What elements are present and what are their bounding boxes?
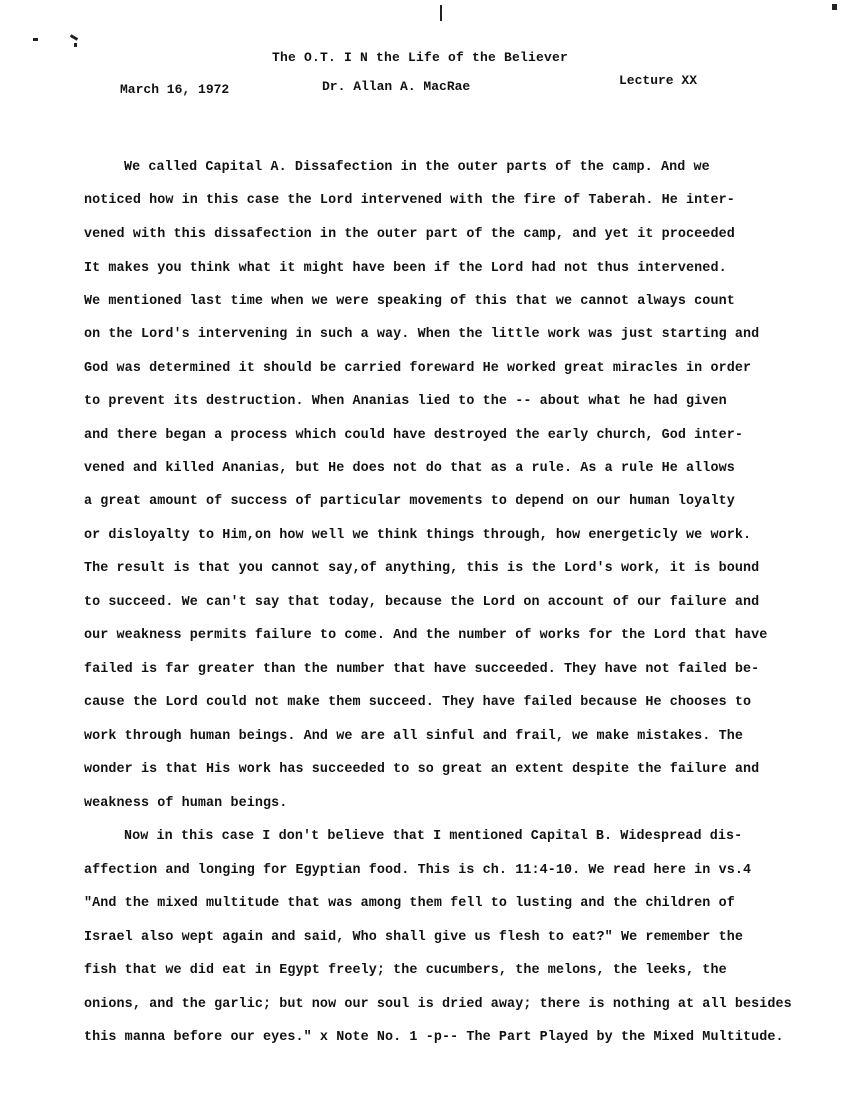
text-line: and there began a process which could have destroyed the early church, God inter-: [84, 428, 743, 443]
text-line: It makes you think what it might have been if the Lord had not thus intervened.: [84, 261, 727, 276]
text-line: "And the mixed multitude that was among them fell to lusting and the children of: [84, 896, 735, 911]
text-line: noticed how in this case the Lord intervened with the fire of Taberah. He inter-: [84, 193, 735, 208]
scan-speck-corner: [832, 4, 837, 10]
text-line: this manna before our eyes." x Note No. 1 -p-- The Part Played by the Mixed Multitude.: [84, 1030, 784, 1045]
text-line: a great amount of success of particular movements to depend on our human loyalty: [84, 494, 735, 509]
text-line: vened and killed Ananias, but He does not do that as a rule. As a rule He allows: [84, 461, 735, 476]
scan-speck-left-2: [70, 34, 78, 41]
text-line: Now in this case I don't believe that I mentioned Capital B. Widespread dis-: [124, 829, 743, 844]
text-line: fish that we did eat in Egypt freely; the cucumbers, the melons, the leeks, the: [84, 963, 727, 978]
text-line: work through human beings. And we are all sinful and frail, we make mistakes. The: [84, 729, 743, 744]
text-line: God was determined it should be carried foreward He worked great miracles in order: [84, 361, 752, 376]
scan-speck-left-3: [74, 43, 77, 47]
text-line: The result is that you cannot say,of anything, this is the Lord's work, it is bound: [84, 561, 760, 576]
lecture-date: March 16, 1972: [120, 82, 230, 97]
text-line: wonder is that His work has succeeded to so great an extent despite the failure and: [84, 762, 760, 777]
scan-speck-top: [440, 5, 442, 21]
text-line: vened with this dissafection in the outer part of the camp, and yet it proceeded: [84, 227, 735, 242]
text-line: to prevent its destruction. When Ananias lied to the -- about what he had given: [84, 394, 727, 409]
text-line: to succeed. We can't say that today, because the Lord on account of our failure and: [84, 595, 760, 610]
text-line: We mentioned last time when we were speaking of this that we cannot always count: [84, 294, 735, 309]
text-line: on the Lord's intervening in such a way. When the little work was just starting and: [84, 327, 760, 342]
lecture-number: Lecture XX: [619, 73, 698, 88]
author-name: Dr. Allan A. MacRae: [322, 79, 471, 94]
text-line: onions, and the garlic; but now our soul is dried away; there is nothing at all besides: [84, 997, 792, 1012]
text-line: or disloyalty to Him,on how well we think things through, how energeticly we work.: [84, 528, 752, 543]
scan-speck-left-1: [33, 38, 38, 41]
text-line: weakness of human beings.: [84, 796, 288, 811]
text-line: We called Capital A. Dissafection in the outer parts of the camp. And we: [124, 160, 710, 175]
text-line: cause the Lord could not make them succeed. They have failed because He chooses to: [84, 695, 752, 710]
text-line: our weakness permits failure to come. And the number of works for the Lord that have: [84, 628, 768, 643]
document-title: The O.T. I N the Life of the Believer: [272, 50, 569, 65]
text-line: Israel also wept again and said, Who shall give us flesh to eat?" We remember the: [84, 930, 743, 945]
text-line: failed is far greater than the number that have succeeded. They have not failed be-: [84, 662, 760, 677]
text-line: affection and longing for Egyptian food. This is ch. 11:4-10. We read here in vs.4: [84, 863, 752, 878]
